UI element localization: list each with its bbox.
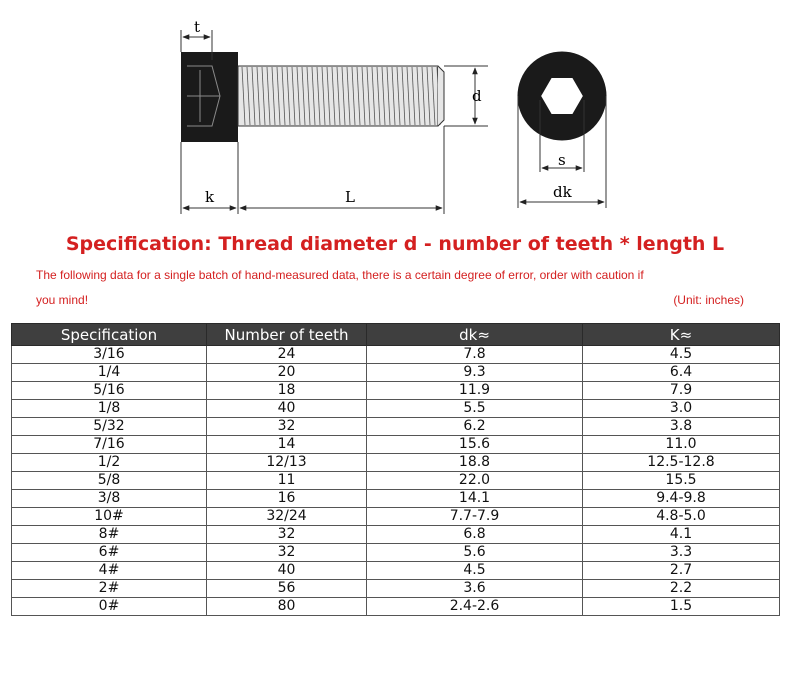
spec-table-body	[12, 346, 780, 616]
cell-dk: 18.8	[367, 454, 583, 472]
cell-dk: 5.5	[367, 400, 583, 418]
dim-label-d: d	[472, 87, 482, 105]
header-number-of-teeth: Number of teeth	[207, 324, 367, 346]
cell-number-of-teeth: 80	[207, 598, 367, 616]
cell-dk: 7.8	[367, 346, 583, 364]
cell-specification: 8#	[12, 526, 207, 544]
screw-shank	[238, 66, 438, 126]
table-row	[12, 454, 780, 472]
cell-k: 6.4	[583, 364, 780, 382]
cell-specification: 5/16	[12, 382, 207, 400]
screw-dimension-diagram	[0, 0, 790, 225]
end-view	[518, 52, 606, 208]
cell-specification: 1/2	[12, 454, 207, 472]
cell-specification: 2#	[12, 580, 207, 598]
cell-specification: 7/16	[12, 436, 207, 454]
cell-specification: 10#	[12, 508, 207, 526]
cell-dk: 6.8	[367, 526, 583, 544]
cell-k: 7.9	[583, 382, 780, 400]
cell-k: 2.2	[583, 580, 780, 598]
cell-k: 4.8-5.0	[583, 508, 780, 526]
unit-note: (Unit: inches)	[673, 293, 744, 307]
cell-number-of-teeth: 20	[207, 364, 367, 382]
header-dk: dk≈	[367, 324, 583, 346]
cell-number-of-teeth: 32	[207, 544, 367, 562]
table-row	[12, 598, 780, 616]
cell-k: 1.5	[583, 598, 780, 616]
spec-table	[11, 323, 780, 616]
dim-label-L: L	[345, 188, 355, 206]
table-row	[12, 364, 780, 382]
cell-dk: 22.0	[367, 472, 583, 490]
table-row	[12, 382, 780, 400]
cell-number-of-teeth: 40	[207, 562, 367, 580]
cell-number-of-teeth: 32/24	[207, 508, 367, 526]
cell-number-of-teeth: 32	[207, 526, 367, 544]
hex-socket	[540, 77, 584, 115]
table-row	[12, 562, 780, 580]
header-specification: Specification	[12, 324, 207, 346]
table-header-row	[12, 324, 780, 346]
cell-dk: 14.1	[367, 490, 583, 508]
cell-number-of-teeth: 40	[207, 400, 367, 418]
cell-k: 4.1	[583, 526, 780, 544]
cell-number-of-teeth: 14	[207, 436, 367, 454]
cell-k: 3.3	[583, 544, 780, 562]
spec-title: Specification: Thread diameter d - number of teeth * length L	[65, 233, 725, 255]
cell-k: 9.4-9.8	[583, 490, 780, 508]
cell-number-of-teeth: 24	[207, 346, 367, 364]
cell-specification: 0#	[12, 598, 207, 616]
cell-k: 3.0	[583, 400, 780, 418]
cell-dk: 15.6	[367, 436, 583, 454]
table-row	[12, 346, 780, 364]
cell-number-of-teeth: 11	[207, 472, 367, 490]
cell-dk: 3.6	[367, 580, 583, 598]
cell-dk: 7.7-7.9	[367, 508, 583, 526]
cell-specification: 3/8	[12, 490, 207, 508]
cell-specification: 5/32	[12, 418, 207, 436]
caution-note-line2: you mind!	[36, 293, 89, 307]
cell-dk: 5.6	[367, 544, 583, 562]
cell-dk: 2.4-2.6	[367, 598, 583, 616]
dim-label-k: k	[205, 188, 215, 206]
cell-dk: 6.2	[367, 418, 583, 436]
table-row	[12, 508, 780, 526]
cell-specification: 3/16	[12, 346, 207, 364]
cell-k: 2.7	[583, 562, 780, 580]
dim-label-t: t	[193, 18, 201, 36]
dim-label-s: s	[558, 151, 566, 169]
cell-number-of-teeth: 56	[207, 580, 367, 598]
cell-dk: 11.9	[367, 382, 583, 400]
side-view	[181, 18, 488, 214]
cell-k: 11.0	[583, 436, 780, 454]
cell-specification: 5/8	[12, 472, 207, 490]
cell-dk: 9.3	[367, 364, 583, 382]
table-row	[12, 526, 780, 544]
cell-number-of-teeth: 32	[207, 418, 367, 436]
cell-specification: 6#	[12, 544, 207, 562]
table-row	[12, 418, 780, 436]
caution-note-line1: The following data for a single batch of hand-measured data, there is a certain degree of error, order with caution if	[36, 268, 644, 282]
table-row	[12, 490, 780, 508]
table-row	[12, 436, 780, 454]
cell-k: 15.5	[583, 472, 780, 490]
cell-number-of-teeth: 16	[207, 490, 367, 508]
cell-specification: 1/4	[12, 364, 207, 382]
cell-number-of-teeth: 18	[207, 382, 367, 400]
header-k: K≈	[583, 324, 780, 346]
table-row	[12, 472, 780, 490]
cell-k: 4.5	[583, 346, 780, 364]
cell-k: 12.5-12.8	[583, 454, 780, 472]
cell-specification: 1/8	[12, 400, 207, 418]
cell-k: 3.8	[583, 418, 780, 436]
cell-specification: 4#	[12, 562, 207, 580]
cell-dk: 4.5	[367, 562, 583, 580]
table-row	[12, 400, 780, 418]
table-row	[12, 544, 780, 562]
dim-label-dk: dk	[553, 183, 572, 201]
table-row	[12, 580, 780, 598]
cell-number-of-teeth: 12/13	[207, 454, 367, 472]
